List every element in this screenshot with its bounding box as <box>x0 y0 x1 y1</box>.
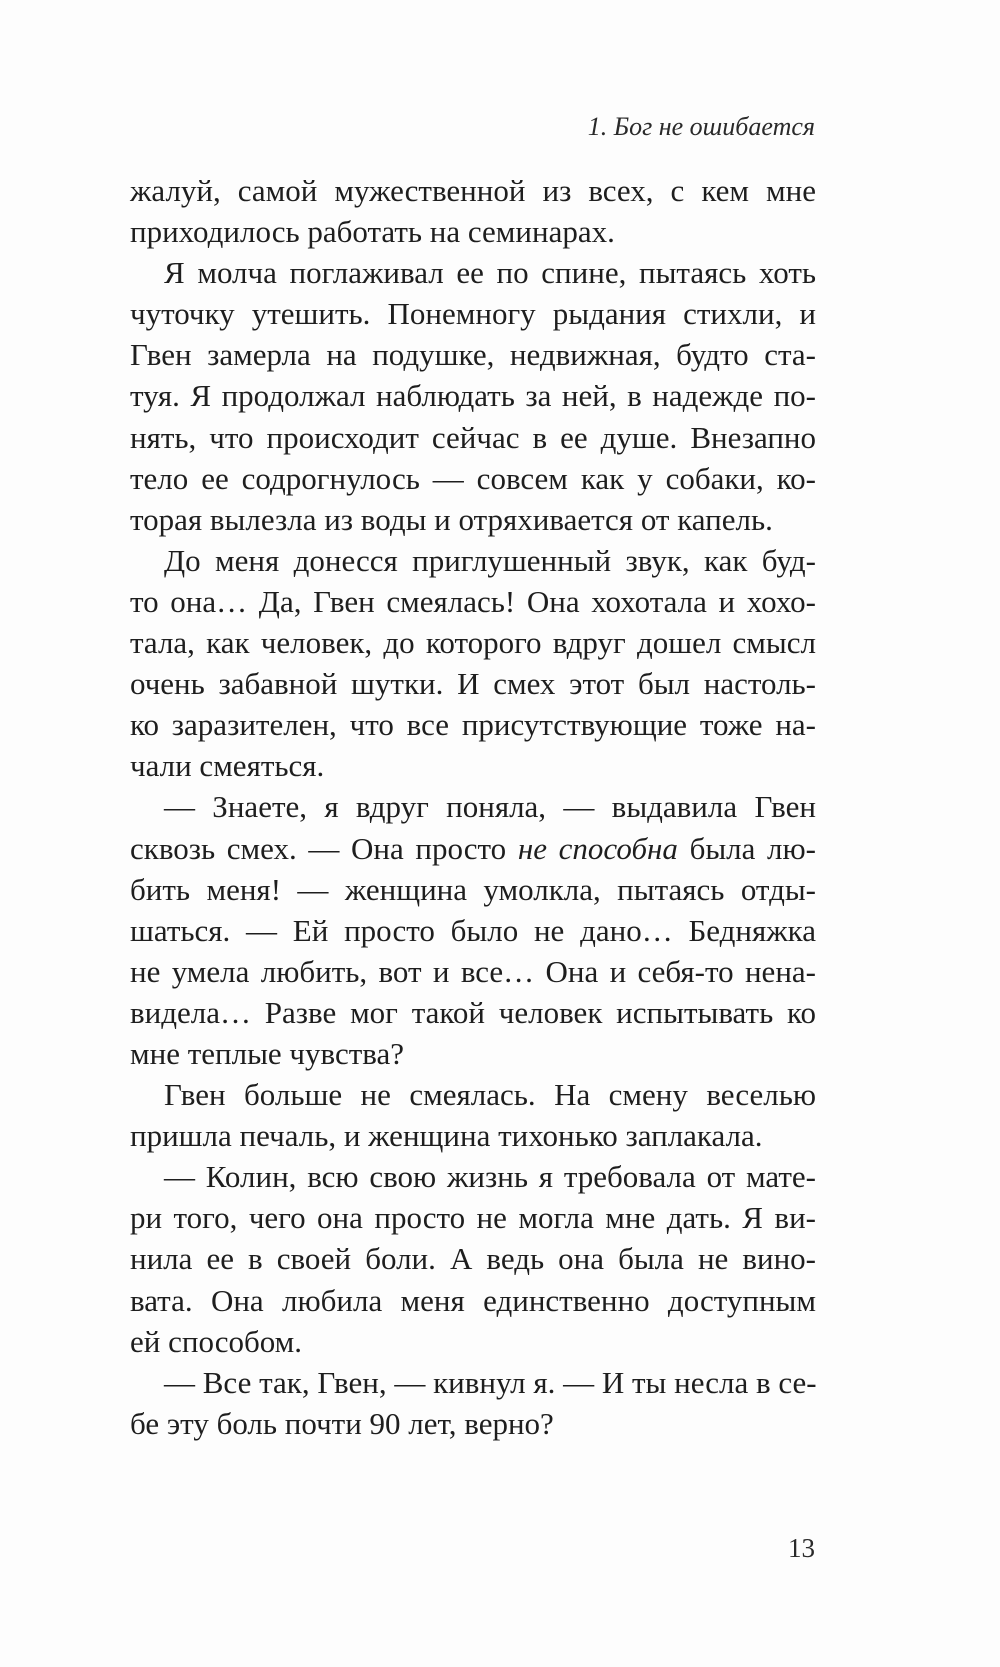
text-line: чали смеяться. <box>130 748 325 784</box>
text-line: видела… Разве мог такой человек испытывать ко <box>130 994 816 1030</box>
body-text <box>130 170 816 1444</box>
paragraph <box>130 786 816 1074</box>
text-line: то она… Да, Гвен смеялась! Она хохотала и хохо- <box>130 583 816 619</box>
paragraph <box>130 540 816 787</box>
text-line: Гвен больше не смеялась. На смену веселью <box>164 1077 816 1113</box>
text-segment: сквозь смех. — Она просто <box>130 830 518 866</box>
text-line: торая вылезла из воды и отряхивается от капель. <box>130 501 773 537</box>
text-line: нила ее в своей боли. А ведь она была не вино- <box>130 1241 816 1277</box>
italic-emphasis: не способна <box>517 830 678 866</box>
text-line: мне теплые чувства? <box>130 1035 405 1071</box>
text-line <box>130 828 816 869</box>
text-line: очень забавной шутки. И смех этот был настоль- <box>130 666 816 702</box>
text-line: жалуй, самой мужественной из всех, с кем мне <box>130 173 816 208</box>
text-line: тело ее содрогнулось — совсем как у собаки, ко- <box>130 460 816 496</box>
page-number: 13 <box>788 1533 815 1563</box>
paragraph <box>130 1156 816 1361</box>
text-line: вата. Она любила меня единственно доступным <box>130 1282 816 1318</box>
text-line: Я молча поглаживал ее по спине, пытаясь хоть <box>164 255 816 291</box>
text-line: До меня донесся приглушенный звук, как буд- <box>164 542 816 578</box>
text-line: нять, что происходит сейчас в ее душе. Внезапно <box>130 419 816 455</box>
text-line: бить меня! — женщина умолкла, пытаясь отды- <box>130 871 816 907</box>
text-segment: была лю- <box>677 830 816 866</box>
text-line: бе эту боль почти 90 лет, верно? <box>130 1405 554 1441</box>
text-line: ко заразителен, что все присутствующие тоже на- <box>130 707 816 743</box>
text-line: туя. Я продолжал наблюдать за ней, в надежде по- <box>130 378 816 414</box>
text-line: — Колин, всю свою жизнь я требовала от мате- <box>164 1159 816 1195</box>
text-line: чуточку утешить. Понемногу рыдания стихли, и <box>130 296 816 332</box>
text-line: — Все так, Гвен, — кивнул я. — И ты несла в се- <box>164 1364 817 1400</box>
text-line: Гвен замерла на подушке, недвижная, будто ста- <box>130 337 816 373</box>
running-header: 1. Бог не ошибается <box>587 112 815 141</box>
paragraph <box>130 170 816 252</box>
text-line: пришла печаль, и женщина тихонько заплакала. <box>130 1118 763 1154</box>
paragraph <box>130 1362 816 1444</box>
text-line: — Знаете, я вдруг поняла, — выдавила Гвен <box>164 789 816 825</box>
text-line: ей способом. <box>130 1323 303 1359</box>
paragraph <box>130 252 816 540</box>
text-line: шаться. — Ей просто было не дано… Бедняжка <box>130 912 816 948</box>
text-line: приходилось работать на семинарах. <box>130 214 615 250</box>
paragraph <box>130 1074 816 1156</box>
text-line: ри того, чего она просто не могла мне дать. Я ви- <box>130 1200 816 1236</box>
text-line: не умела любить, вот и все… Она и себя-то нена- <box>130 953 816 989</box>
text-line: тала, как человек, до которого вдруг дошел смысл <box>130 625 816 661</box>
